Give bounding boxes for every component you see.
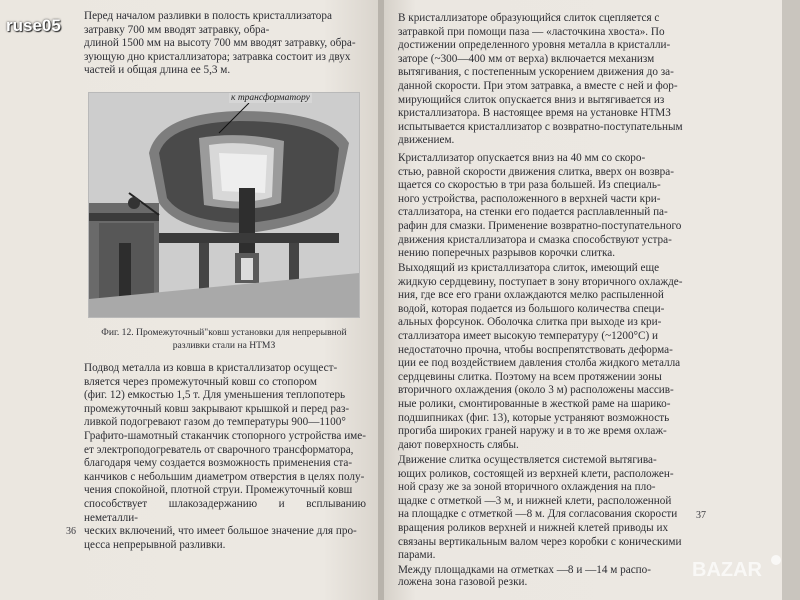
left-page-number: 36 [66,526,76,537]
right-paragraph-2: Кристаллизатор опускается вниз на 40 мм со скоро- стью, равной скорости движения слитка, вверх он возвра- щается со скоростью в три раза большей. Из специаль- ного устройства, расположенного в верхней части кри- сталлизатора, на стенки его подается расплавленный па- рафин для смазки. Применение возвратно-поступательного движения кристаллизатора и смазка способствуют устра- нению поперечных разрывов корочки слитка. [398,152,682,260]
ladle-illustration [89,93,359,317]
bazar-logo [690,548,790,588]
table-edge [782,0,800,600]
left-top-paragraph: Перед началом разливки в полость кристаллизатора затравку 700 мм вводят затравку, обра- длиной 1500 мм на высоту 700 мм вводят затравку, обра- зующую дно кристаллизатора; затравка состоит из двух частей и общая длина ее 5,3 м. [84,10,356,77]
right-paragraph-3: Выходящий из кристаллизатора слиток, имеющий еще жидкую сердцевину, поступает в зону вторичного охлажде- ния, где все его грани охлаждаются мелко распыленной водой, которая подается из большого количества специ- альных форсунок. Оболочка слитка при выходе из кри- сталлизатора имеет высокую температуру (~1200°С) и недостаточно прочна, чтобы воспрепятствовать деформа- ции ее под воздействием давления столба жидкого металла сердцевины слитка. Поэтому на всем протяжении зоны вторичного охлаждения (около 3 м) расположены массив- ные ролики, смонтированные в жесткой раме на шарико- подшипниках (фиг. 13), которые устраняют возможность прогиба широких граней наружу и в то же время охлаж- дают поверхность слябы. [398,262,683,451]
right-paragraph-4: Движение слитка осуществляется системой вытягива- ющих роликов, состоящей из верхней клети, расположен- ной сразу же за зоной вторичного охлаждения на пло- щадке с отметкой —3 м, и нижней клети, расположенной на площадке с отметкой —8 м. Для согласования скорости вращения роликов верхней и нижней клетей приводы их связаны вертикальным валом через коробки с коническими парами. [398,454,682,562]
figure-caption: Фиг. 12. Промежуточный"ковш установки для непрерывной разливки стали на НТМЗ [101,327,347,351]
watermark-ruse05: ruse05 [6,16,61,35]
left-body-paragraph: Подвод металла из ковша в кристаллизатор осущест- вляется через промежуточный ковш со стопором (фиг. 12) емкостью 1,5 т. Для уменьшения теплопотерь промежуточный ковш закрывают крышкой и перед раз- ливкой подогревают газом до температуры 900—1100° Графито-шамотный стаканчик стопорного устройства име- ет электроподогреватель от сварочного трансформатора, благодаря чему создается возможность применения ста- канчиков с небольшим диаметром отверстия в целях полу- чения спокойной, плотной струи. Промежуточный ковш способствует шлакозадержанию и всплыванию неметалли- ческих включений, что имеет большое значение для про- цесса непрерывной разливки. [84,362,366,551]
right-paragraph-5: Между площадками на отметках —8 и —14 м распо- ложена зона газовой резки. [398,564,651,588]
ladle-figure [88,92,360,318]
right-page [384,0,782,600]
right-page-number: 37 [696,510,706,521]
right-paragraph-1: В кристаллизаторе образующийся слиток сцепляется с затравкой при помощи паза — «ласточкина хвоста». По достижении определенного уровня металла в кристалли- заторе (~300—400 мм от верха) включается механизм вытягивания, с постепенным ускорением движения до за- данной скорости. При этом затравка, а вместе с ней и фор- мирующийся слиток опускается вниз и вытягивается из кристаллизатора. В настоящее время на установке НТМЗ испытывается кристаллизатор с возвратно-поступательным движением. [398,12,683,147]
left-page [0,0,380,600]
figure-label: к трансформатору [231,93,310,103]
svg-text:BAZAR: BAZAR [692,559,762,581]
